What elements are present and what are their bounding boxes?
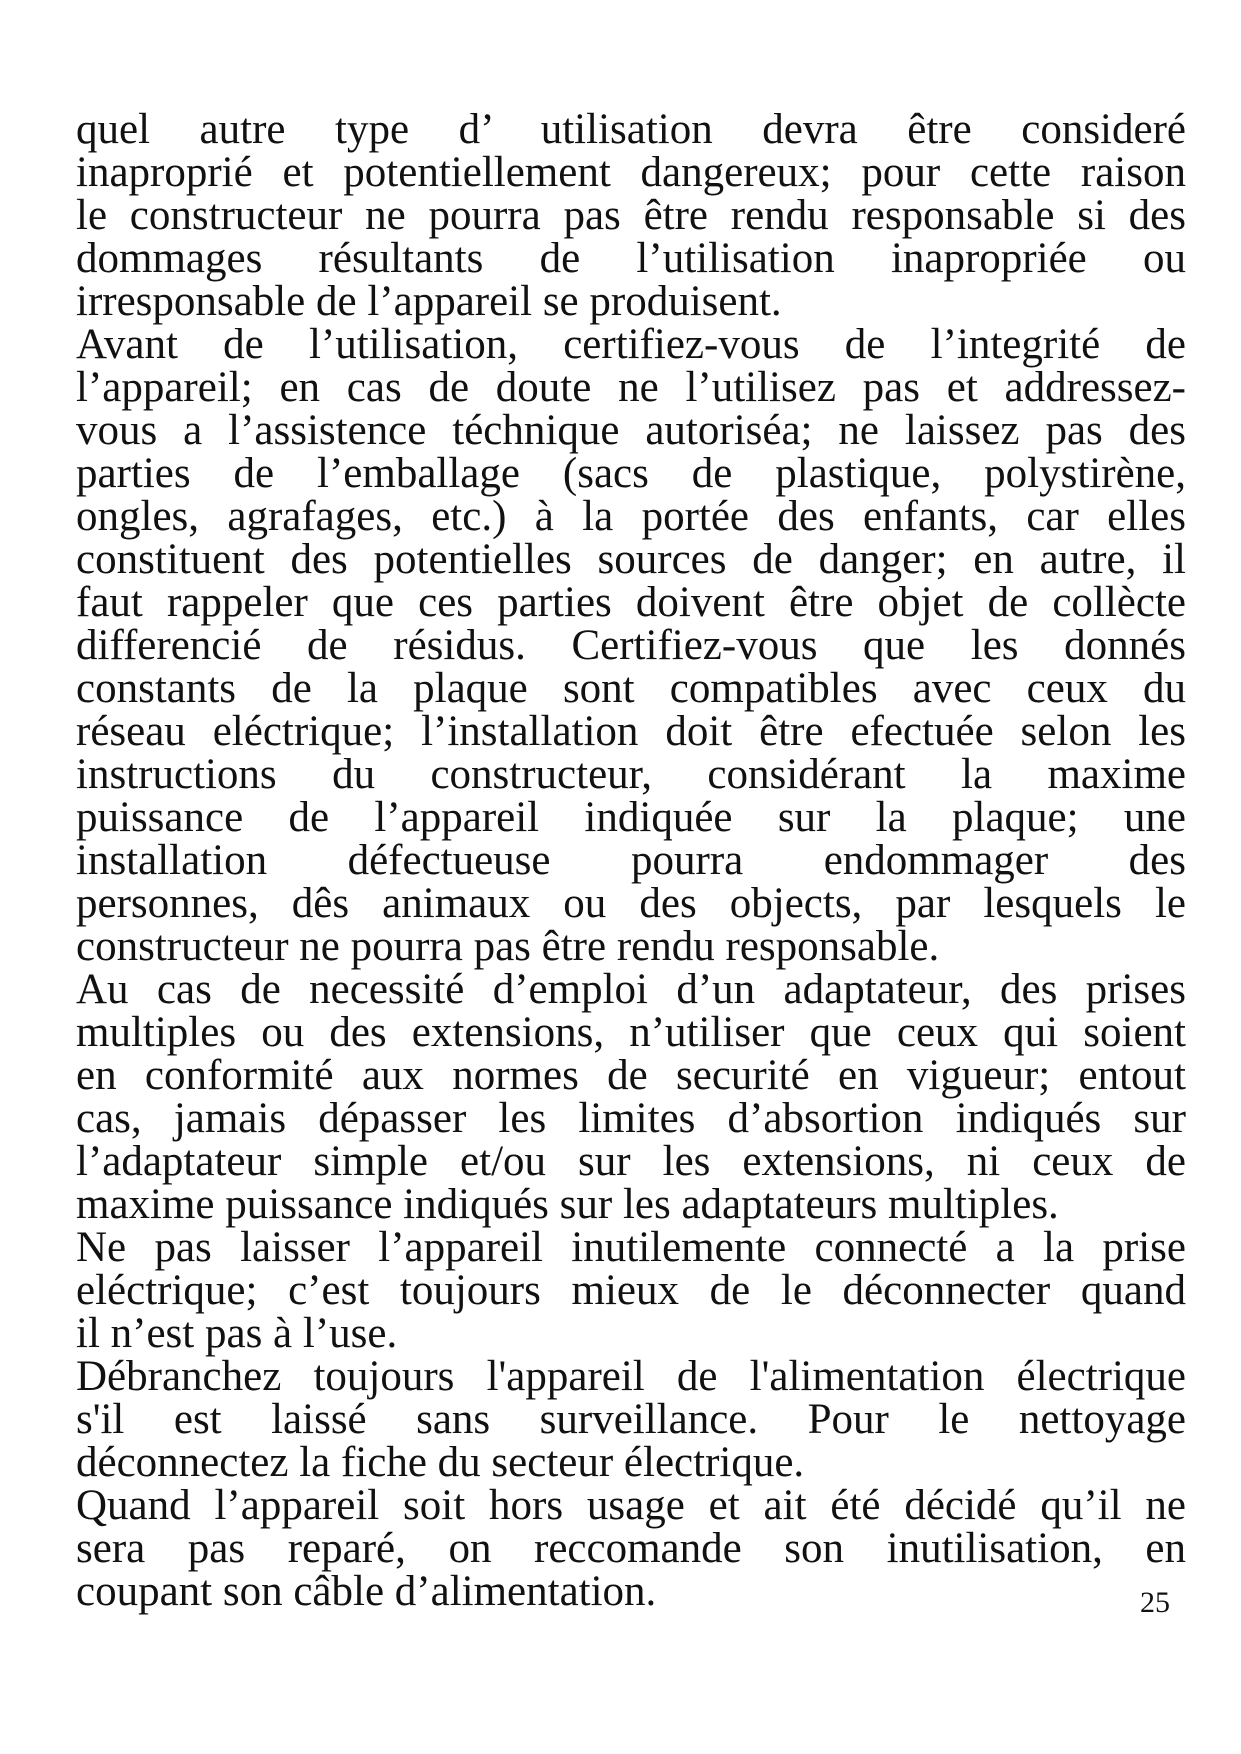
text-line: constructeur ne pourra pas être rendu responsable.	[76, 923, 940, 970]
text-line: personnes, dês animaux ou des objects, par lesquels le	[76, 880, 1186, 927]
text-line: Avant de l’utilisation, certifiez-vous de l’integrité de	[76, 321, 1186, 368]
text-line: Au cas de necessité d’emploi d’un adaptateur, des prises	[76, 966, 1186, 1013]
text-line: Quand l’appareil soit hors usage et ait été décidé qu’il ne	[76, 1482, 1186, 1529]
text-line: vous a l’assistence téchnique autoriséa; ne laissez pas des	[76, 407, 1186, 454]
text-line: constituent des potentielles sources de danger; en autre, il	[76, 536, 1186, 583]
text-line: installation défectueuse pourra endommager des	[76, 837, 1186, 884]
text-line: réseau eléctrique; l’installation doit être efectuée selon les	[76, 708, 1186, 755]
text-line: en conformité aux normes de securité en vigueur; entout	[76, 1052, 1186, 1099]
body-text	[76, 108, 1186, 1613]
text-line: le constructeur ne pourra pas être rendu responsable si des	[76, 192, 1186, 239]
text-line: inaproprié et potentiellement dangereux; pour cette raison	[76, 149, 1186, 196]
text-line: differencié de résidus. Certifiez-vous que les donnés	[76, 622, 1186, 669]
page-number: 25	[1140, 1586, 1170, 1619]
text-line: sera pas reparé, on reccomande son inutilisation, en	[76, 1525, 1186, 1572]
text-line: l’appareil; en cas de doute ne l’utilisez pas et addressez-	[76, 364, 1186, 411]
text-line: Ne pas laisser l’appareil inutilemente connecté a la prise	[76, 1224, 1186, 1271]
text-line: ongles, agrafages, etc.) à la portée des enfants, car elles	[76, 493, 1186, 540]
text-line: coupant son câble d’alimentation.	[76, 1568, 657, 1615]
text-line: instructions du constructeur, considérant la maxime	[76, 751, 1186, 798]
text-line: déconnectez la fiche du secteur électrique.	[76, 1439, 805, 1486]
text-line: maxime puissance indiqués sur les adaptateurs multiples.	[76, 1181, 1059, 1228]
text-line: parties de l’emballage (sacs de plastique, polystirène,	[76, 450, 1186, 497]
text-line: faut rappeler que ces parties doivent être objet de collècte	[76, 579, 1186, 626]
text-line: quel autre type d’ utilisation devra être consideré	[76, 106, 1186, 153]
text-line: eléctrique; c’est toujours mieux de le déconnecter quand	[76, 1267, 1186, 1314]
text-line: irresponsable de l’appareil se produisent.	[76, 278, 782, 325]
text-line: dommages résultants de l’utilisation inapropriée ou	[76, 235, 1186, 282]
text-line: cas, jamais dépasser les limites d’absortion indiqués sur	[76, 1095, 1186, 1142]
text-line: s'il est laissé sans surveillance. Pour le nettoyage	[76, 1396, 1186, 1443]
text-line: il n’est pas à l’use.	[76, 1310, 398, 1357]
text-line: constants de la plaque sont compatibles avec ceux du	[76, 665, 1186, 712]
text-line: l’adaptateur simple et/ou sur les extensions, ni ceux de	[76, 1138, 1186, 1185]
text-line: multiples ou des extensions, n’utiliser que ceux qui soient	[76, 1009, 1186, 1056]
text-line: puissance de l’appareil indiquée sur la plaque; une	[76, 794, 1186, 841]
text-line: Débranchez toujours l'appareil de l'alimentation électrique	[76, 1353, 1186, 1400]
